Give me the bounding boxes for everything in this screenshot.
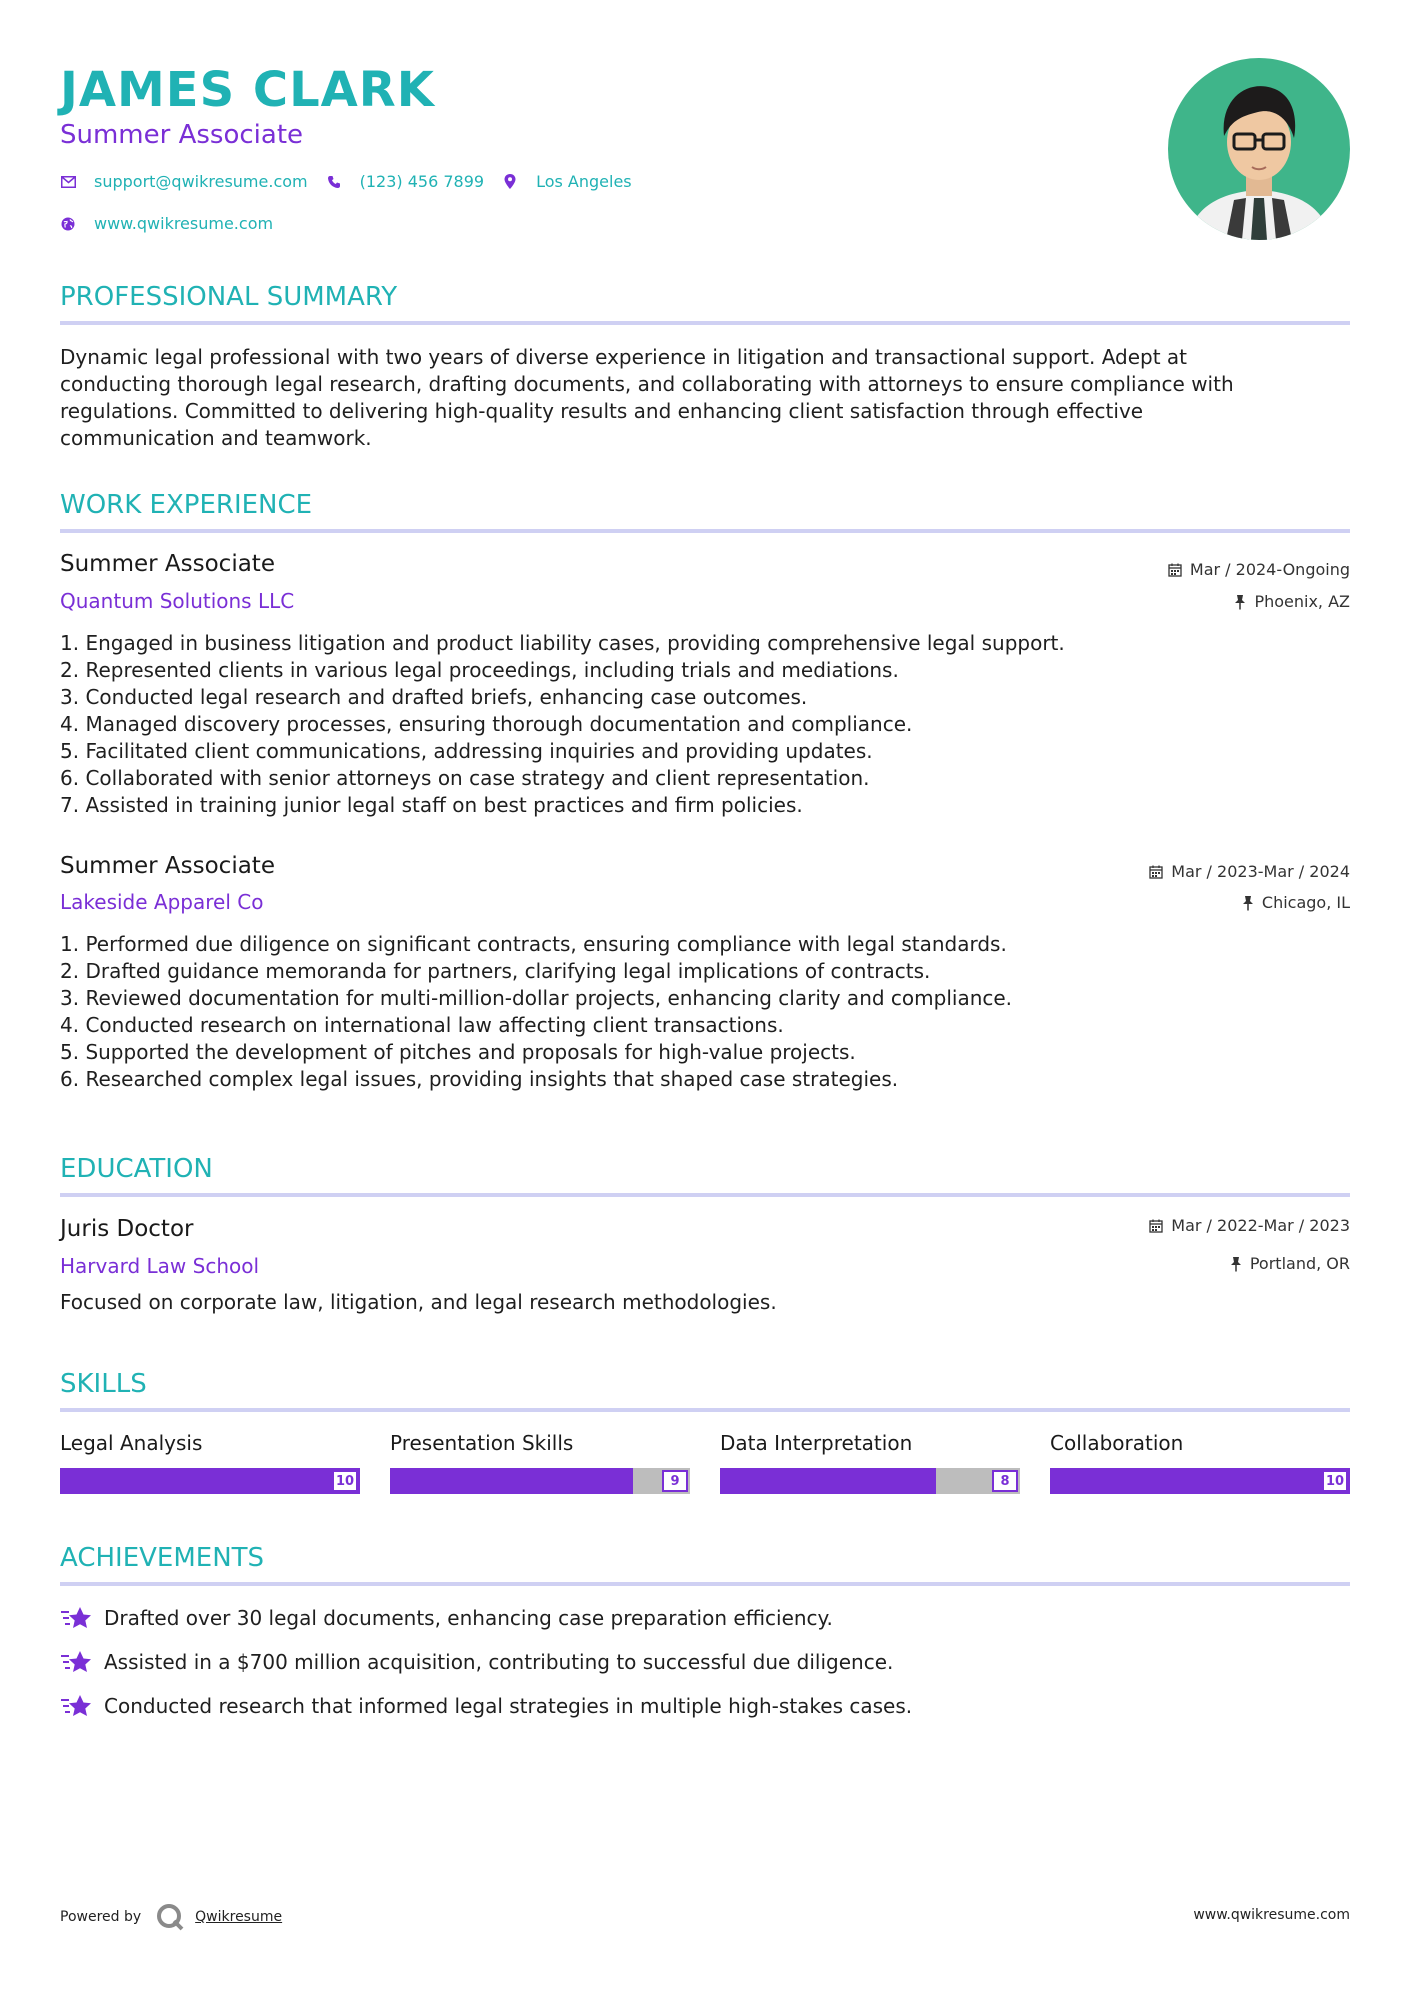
experience-heading: WORK EXPERIENCE — [60, 490, 313, 520]
achievement-text: Conducted research that informed legal strategies in multiple high-stakes cases. — [104, 1694, 913, 1718]
skill-label: Collaboration — [1050, 1431, 1184, 1455]
list-item: 5. Supported the development of pitches and proposals for high-value projects. — [60, 1040, 856, 1064]
skill-bar — [60, 1468, 360, 1494]
list-item: 2. Represented clients in various legal proceedings, including trials and mediations. — [60, 658, 899, 682]
pushpin-icon — [1234, 594, 1246, 610]
star-icon — [60, 1605, 92, 1631]
list-item: 4. Managed discovery processes, ensuring thorough documentation and compliance. — [60, 712, 913, 736]
skill-bar — [390, 1468, 690, 1494]
calendar-icon — [1149, 1219, 1163, 1233]
job-location-text: Phoenix, AZ — [1254, 592, 1350, 611]
qwikresume-logo-icon — [155, 1902, 185, 1932]
website-link[interactable]: www.qwikresume.com — [94, 214, 274, 233]
job-dates-text: Mar / 2024-Ongoing — [1189, 560, 1350, 579]
skill-item — [1050, 1430, 1350, 1494]
calendar-icon — [1168, 563, 1182, 577]
map-pin-icon — [502, 174, 518, 190]
achievements-heading: ACHIEVEMENTS — [60, 1543, 265, 1573]
section-divider — [60, 1408, 1350, 1412]
job-location-text: Chicago, IL — [1261, 893, 1350, 912]
powered-by-label: Powered by — [60, 1909, 142, 1925]
location-text: Los Angeles — [536, 172, 632, 191]
skill-label: Presentation Skills — [390, 1431, 574, 1455]
skill-score: 9 — [662, 1470, 688, 1492]
summary-heading: PROFESSIONAL SUMMARY — [60, 282, 398, 312]
skill-bar-fill — [390, 1468, 633, 1494]
pushpin-icon — [1242, 895, 1254, 911]
skill-bar-fill — [720, 1468, 936, 1494]
skill-item — [390, 1430, 690, 1494]
achievement-text: Drafted over 30 legal documents, enhancing case preparation efficiency. — [104, 1606, 833, 1630]
list-item: 3. Conducted legal research and drafted briefs, enhancing case outcomes. — [60, 685, 808, 709]
star-icon — [60, 1693, 92, 1719]
list-item: 1. Engaged in business litigation and product liability cases, providing comprehensive legal support. — [60, 631, 1065, 655]
skill-item — [60, 1430, 360, 1494]
list-item: 2. Drafted guidance memoranda for partners, clarifying legal implications of contracts. — [60, 959, 931, 983]
skill-bar — [720, 1468, 1020, 1494]
contact-row — [60, 172, 650, 191]
achievement-item — [60, 1605, 833, 1631]
job-dates — [1149, 862, 1350, 882]
job-location — [1242, 893, 1350, 913]
company-name: Quantum Solutions LLC — [60, 589, 295, 613]
skill-score: 10 — [1322, 1470, 1348, 1492]
calendar-icon — [1149, 865, 1163, 879]
star-icon — [60, 1649, 92, 1675]
job-location — [1234, 592, 1350, 612]
section-divider — [60, 1193, 1350, 1197]
job-dates-text: Mar / 2023-Mar / 2024 — [1171, 862, 1350, 881]
brand-link[interactable]: Qwikresume — [195, 1909, 283, 1925]
footer-powered-by — [60, 1902, 282, 1932]
avatar — [1168, 58, 1350, 240]
skill-label: Legal Analysis — [60, 1431, 203, 1455]
list-item: 3. Reviewed documentation for multi-million-dollar projects, enhancing clarity and compliance. — [60, 986, 1013, 1010]
list-item: 1. Performed due diligence on significant contracts, ensuring compliance with legal standards. — [60, 932, 1007, 956]
education-dates — [1149, 1216, 1350, 1236]
education-dates-text: Mar / 2022-Mar / 2023 — [1171, 1216, 1350, 1235]
phone-number[interactable]: (123) 456 7899 — [359, 172, 485, 191]
achievement-text: Assisted in a $700 million acquisition, contributing to successful due diligence. — [104, 1650, 894, 1674]
skill-score: 10 — [332, 1470, 358, 1492]
achievement-item — [60, 1693, 912, 1719]
section-divider — [60, 1582, 1350, 1586]
pushpin-icon — [1230, 1256, 1242, 1272]
skill-item — [720, 1430, 1020, 1494]
candidate-name: JAMES CLARK — [60, 62, 435, 118]
list-item: 6. Researched complex legal issues, providing insights that shaped case strategies. — [60, 1067, 899, 1091]
summary-text: Dynamic legal professional with two years of diverse experience in litigation and transactional support. Adept at conducting thorough legal research, drafting documents, and collaborating with attorneys to ensure compliance with regulations. Committed to delivering high-quality results and enhancing client satisfaction through effective communication and teamwork. — [60, 345, 1234, 450]
job-title: Summer Associate — [60, 551, 275, 577]
job-bullets — [60, 931, 1012, 1093]
skill-bar-fill — [60, 1468, 360, 1494]
phone-icon — [326, 174, 342, 190]
resume-page — [60, 0, 1350, 1990]
achievement-item — [60, 1649, 893, 1675]
education-description: Focused on corporate law, litigation, and legal research methodologies. — [60, 1290, 777, 1314]
skill-score: 8 — [992, 1470, 1018, 1492]
education-heading: EDUCATION — [60, 1154, 213, 1184]
skill-bar-fill — [1050, 1468, 1350, 1494]
education-location-text: Portland, OR — [1249, 1254, 1350, 1273]
section-divider — [60, 529, 1350, 533]
email-link[interactable]: support@qwikresume.com — [94, 172, 308, 191]
skills-heading: SKILLS — [60, 1369, 147, 1399]
school-name: Harvard Law School — [60, 1254, 260, 1278]
company-name: Lakeside Apparel Co — [60, 890, 264, 914]
list-item: 7. Assisted in training junior legal staff on best practices and firm policies. — [60, 793, 803, 817]
list-item: 5. Facilitated client communications, addressing inquiries and providing updates. — [60, 739, 873, 763]
job-title: Summer Associate — [60, 853, 275, 879]
list-item: 6. Collaborated with senior attorneys on case strategy and client representation. — [60, 766, 870, 790]
job-dates — [1168, 560, 1350, 580]
envelope-icon — [60, 174, 76, 190]
education-location — [1230, 1254, 1350, 1274]
candidate-title: Summer Associate — [60, 120, 304, 150]
skill-bar — [1050, 1468, 1350, 1494]
section-divider — [60, 321, 1350, 325]
degree-title: Juris Doctor — [60, 1216, 194, 1242]
contact-row-website — [60, 214, 291, 233]
skill-label: Data Interpretation — [720, 1431, 913, 1455]
list-item: 4. Conducted research on international law affecting client transactions. — [60, 1013, 784, 1037]
globe-icon — [60, 216, 76, 232]
job-bullets — [60, 630, 1065, 819]
footer-website[interactable]: www.qwikresume.com — [1193, 1907, 1350, 1923]
